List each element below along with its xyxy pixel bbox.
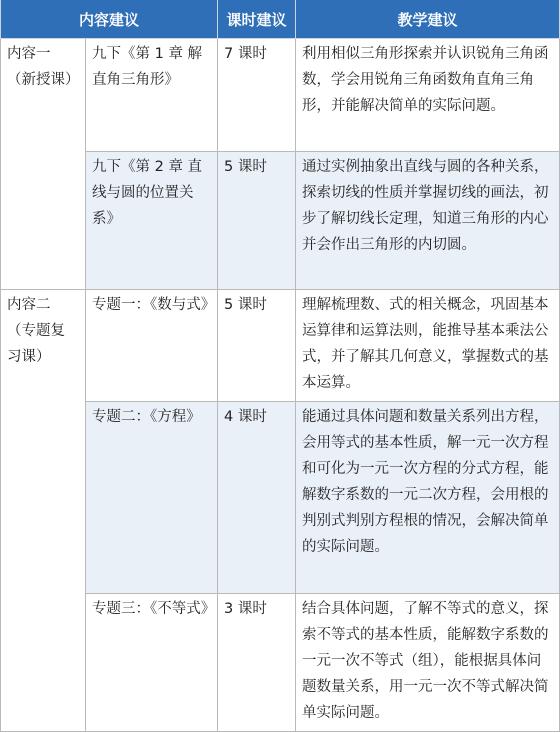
row-hours: 5 课时	[218, 152, 296, 290]
row-content: 专题三：《不等式》	[86, 594, 218, 732]
row-advice: 利用相似三角形探索并认识锐角三角函数，学会用锐角三角函数角直角三角形，并能解决简单的实际问题。	[296, 39, 560, 152]
row-content: 专题一：《数与式》	[86, 290, 218, 402]
table-body	[1, 39, 560, 732]
table-row	[1, 39, 560, 152]
row-hours: 7 课时	[218, 39, 296, 152]
table-header	[1, 0, 560, 39]
row-hours: 4 课时	[218, 402, 296, 594]
header-hours-suggestion: 课时建议	[218, 0, 296, 39]
row-content: 专题二：《方程》	[86, 402, 218, 594]
row-hours: 5 课时	[218, 290, 296, 402]
row-content: 九下《第 1 章 解直角三角形》	[86, 39, 218, 152]
row-advice: 结合具体问题，了解不等式的意义，探索不等式的基本性质，能解数字系数的一元一次不等式（组），能根据具体问题数量关系，用一元一次不等式解决简单实际问题。	[296, 594, 560, 732]
table-row	[1, 290, 560, 402]
group-label-review-lessons: 内容二（专题复习课）	[1, 290, 86, 732]
header-content-suggestion: 内容建议	[1, 0, 218, 39]
row-advice: 通过实例抽象出直线与圆的各种关系，探索切线的性质并掌握切线的画法，初步了解切线长定理，知道三角形的内心并会作出三角形的内切圆。	[296, 152, 560, 290]
header-teaching-suggestion: 教学建议	[296, 0, 560, 39]
group-label-new-lessons: 内容一（新授课）	[1, 39, 86, 290]
row-hours: 3 课时	[218, 594, 296, 732]
row-advice: 理解梳理数、式的相关概念，巩固基本运算律和运算法则，能推导基本乘法公式，并了解其几何意义，掌握数式的基本运算。	[296, 290, 560, 402]
header-row	[1, 0, 560, 39]
row-content: 九下《第 2 章 直线与圆的位置关系》	[86, 152, 218, 290]
row-advice: 能通过具体问题和数量关系列出方程，会用等式的基本性质，解一元一次方程 和可化为一元一次方程的分式方程，能解数字系数的一元二次方程，会用根的判别式判别方程根的情况，会解决简单的实际问题。	[296, 402, 560, 594]
